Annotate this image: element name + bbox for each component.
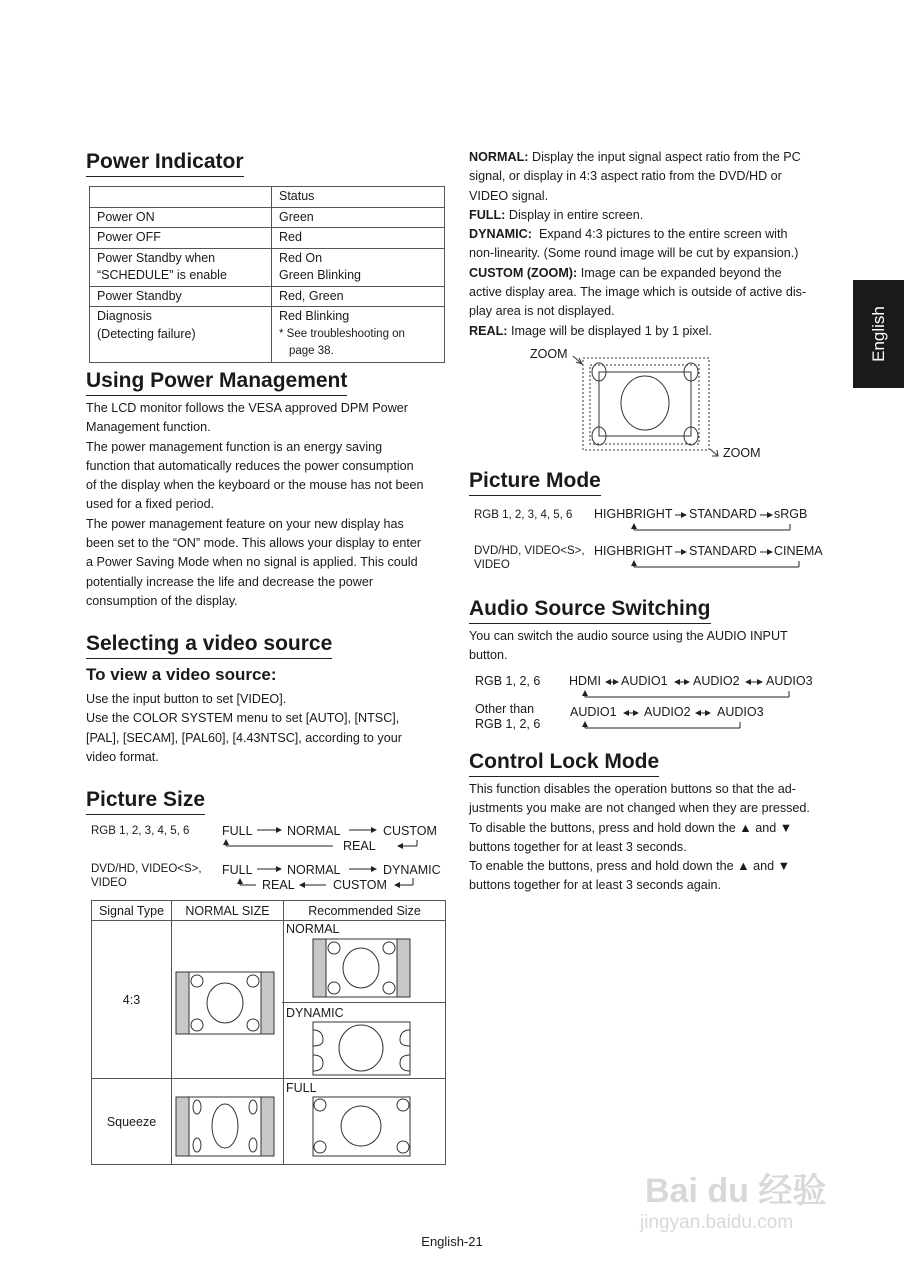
seq-item: sRGB (774, 507, 808, 521)
status-header: Status (272, 187, 445, 208)
up-triangle-icon: ▲ (737, 859, 750, 874)
term: REAL: (469, 323, 508, 338)
seq-item: AUDIO2 (693, 674, 740, 688)
seq-label: DVD/HD, VIDEO<S>, VIDEO (474, 545, 585, 571)
seq-item: CUSTOM (333, 878, 387, 892)
down-triangle-icon: ▼ (779, 820, 793, 835)
seq-label: DVD/HD, VIDEO<S>, VIDEO (91, 863, 202, 889)
term: DYNAMIC: (469, 227, 532, 242)
power-management-text: The LCD monitor follows the VESA approved DPM Power Management function. The power management function is an energy saving function that automatically reduces the power consumption of the display when the keyboard or the mouse has not been used for a fixed period. The power management feature on your new display has been set to the “ON” mode. This allows your display to enter a Power Saving Mode when no signal is applied. This could potentially increase the life and decrease the power consumption of the display. (86, 401, 424, 608)
zoom-label-top: ZOOM (530, 347, 568, 361)
video-source-subtitle: To view a video source: (86, 665, 277, 684)
seq-item: AUDIO1 (621, 674, 668, 688)
page-number: English-21 (421, 1234, 483, 1249)
seq-item: AUDIO1 (570, 705, 617, 719)
note: page 38. (289, 345, 334, 357)
status-cell: Red On Green Blinking (272, 248, 445, 286)
watermark-logo: Bai du 经验 (645, 1172, 827, 1210)
control-lock-text: This function disables the operation buttons so that the ad- justments you make are not changed when they are pressed. To disable the buttons, press and hold down the ▲ and ▼ buttons together for at least 3 seconds. To enable the buttons, press and hold down the ▲ and ▼ buttons together for at least 3 seconds again. (469, 782, 810, 893)
up-triangle-icon: ▲ (739, 820, 752, 835)
mode-cell: Diagnosis (Detecting failure) (90, 307, 272, 363)
status-cell: Green (272, 207, 445, 228)
watermark-url: jingyan.baidu.com (640, 1212, 794, 1233)
seq-label: RGB 1, 2, 3, 4, 5, 6 (474, 509, 573, 521)
seq-item: CINEMA (774, 544, 823, 558)
term: CUSTOM (ZOOM): (469, 265, 578, 280)
power-management-title: Using Power Management (86, 368, 347, 396)
mode-cell: Power OFF (90, 228, 272, 249)
seq-item: STANDARD (689, 544, 757, 558)
mode-cell: Power Standby when “SCHEDULE” is enable (90, 248, 272, 286)
seq-item: HIGHBRIGHT (594, 507, 673, 521)
control-lock-title: Control Lock Mode (469, 749, 659, 777)
aspect-mode-text: NORMAL: Display the input signal aspect ratio from the PC signal, or display in 4:3 aspect ratio from the DVD/HD or VIDEO signal. FULL: Display in entire screen. DYNAMIC: Expand 4:3 pictures to the entire screen with non-linearity. (Some round image will be cut by expansion.) CUSTOM (ZOOM): Image can be expanded beyond the active display area. The image which is outside of active dis- play area is not displayed. REAL: Image will be displayed 1 by 1 pixel. (469, 150, 807, 338)
seq-label: Other than RGB 1, 2, 6 (475, 702, 541, 731)
seq-item: NORMAL (287, 863, 341, 877)
rec-label: NORMAL (286, 922, 340, 936)
header-recommended: Recommended Size (284, 901, 446, 921)
video-source-title: Selecting a video source (86, 631, 332, 659)
seq-item: STANDARD (689, 507, 757, 521)
note: * See troubleshooting on (279, 327, 405, 340)
seq-item: HDMI (569, 674, 601, 688)
zoom-diagram (570, 350, 725, 460)
seq-item: DYNAMIC (383, 863, 441, 877)
term: FULL: (469, 207, 506, 222)
picture-mode-title: Picture Mode (469, 468, 601, 496)
down-triangle-icon: ▼ (777, 859, 791, 874)
header-normal-size: NORMAL SIZE (172, 901, 284, 921)
picture-size-title: Picture Size (86, 787, 205, 815)
status-cell: Red (272, 228, 445, 249)
mode-cell: Power ON (90, 207, 272, 228)
seq-item: FULL (222, 824, 253, 838)
audio-source-title: Audio Source Switching (469, 596, 711, 624)
mode-cell: Power Standby (90, 286, 272, 307)
signal-cell: Squeeze (92, 1079, 172, 1165)
status-cell: Red, Green (272, 286, 445, 307)
header-signal-type: Signal Type (92, 901, 172, 921)
power-indicator-title: Power Indicator (86, 149, 244, 177)
status-cell: Red Blinking * See troubleshooting on page 38. (272, 307, 445, 363)
seq-item: REAL (343, 839, 376, 853)
seq-item: FULL (222, 863, 253, 877)
seq-item: AUDIO3 (717, 705, 764, 719)
video-source-text: Use the input button to set [VIDEO]. Use the COLOR SYSTEM menu to set [AUTO], [NTSC], [PAL], [SECAM], [PAL60], [4.43NTSC], according to your video format. (86, 692, 402, 764)
audio-source-text: You can switch the audio source using the AUDIO INPUT button. (469, 629, 788, 663)
language-tab-label: English (868, 306, 888, 362)
seq-label: RGB 1, 2, 6 (475, 674, 541, 688)
term: NORMAL: (469, 150, 529, 164)
rec-label: DYNAMIC (286, 1006, 344, 1020)
seq-item: CUSTOM (383, 824, 437, 838)
seq-item: NORMAL (287, 824, 341, 838)
zoom-label-bottom: ZOOM (723, 446, 761, 460)
seq-item: AUDIO2 (644, 705, 691, 719)
seq-item: REAL (262, 878, 295, 892)
rec-label: FULL (286, 1081, 317, 1095)
seq-label: RGB 1, 2, 3, 4, 5, 6 (91, 825, 190, 837)
signal-cell: 4:3 (92, 921, 172, 1079)
seq-item: HIGHBRIGHT (594, 544, 673, 558)
seq-item: AUDIO3 (766, 674, 813, 688)
